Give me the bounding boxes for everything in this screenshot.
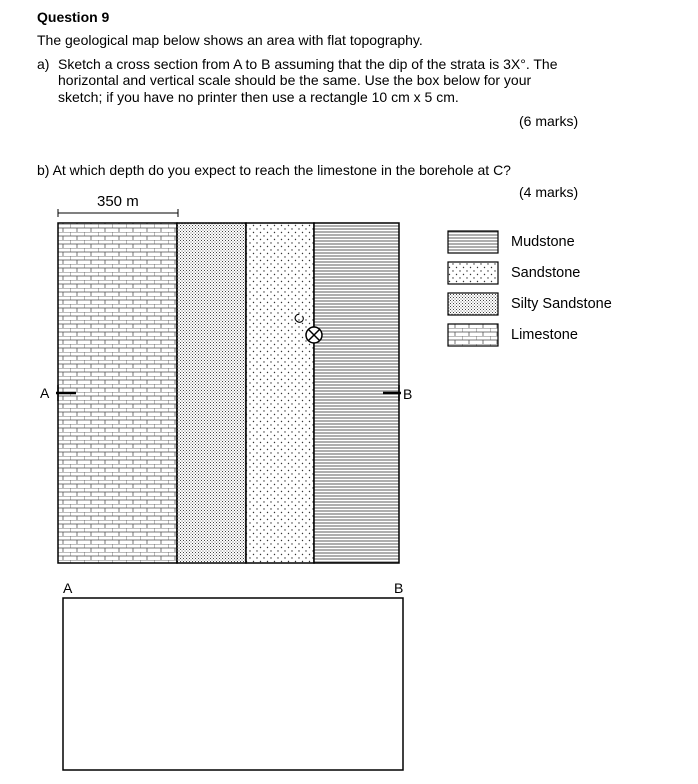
scale-bar-label: 350 m — [97, 193, 139, 210]
part-a-line-1: Sketch a cross section from A to B assuming that the dip of the strata is 3X°. The — [58, 56, 558, 72]
legend-label-mudstone: Mudstone — [511, 234, 575, 250]
legend-swatch-limestone — [448, 324, 498, 346]
stratum-silty-sandstone — [177, 223, 246, 563]
question-title: Question 9 — [37, 9, 110, 25]
legend-label-sandstone: Sandstone — [511, 265, 581, 281]
legend-label-silty-sandstone: Silty Sandstone — [511, 296, 612, 312]
borehole-c-label: C — [290, 310, 308, 327]
question-intro: The geological map below shows an area with flat topography. — [37, 32, 423, 48]
part-a-line-3: sketch; if you have no printer then use a rectangle 10 cm x 5 cm. — [58, 89, 459, 105]
part-b-marks: (4 marks) — [519, 184, 579, 200]
legend-label-limestone: Limestone — [511, 327, 578, 343]
part-a-line-2: horizontal and vertical scale should be the same. Use the box below for your — [58, 72, 532, 88]
cross-section-answer-box[interactable] — [63, 598, 403, 770]
part-a-marks: (6 marks) — [519, 113, 579, 129]
map-point-a: A — [40, 385, 50, 401]
legend-swatch-mudstone — [448, 231, 498, 253]
answer-box-label-a: A — [63, 580, 73, 596]
part-b-question: b) At which depth do you expect to reach the limestone in the borehole at C? — [37, 162, 511, 178]
answer-box-label-b: B — [394, 580, 404, 596]
map-point-b: B — [403, 386, 413, 402]
stratum-sandstone — [246, 223, 314, 563]
borehole-c-icon — [306, 327, 322, 343]
scale-bar — [58, 209, 178, 217]
part-a-label: a) — [37, 56, 50, 72]
legend-swatch-silty-sandstone — [448, 293, 498, 315]
legend-swatch-sandstone — [448, 262, 498, 284]
